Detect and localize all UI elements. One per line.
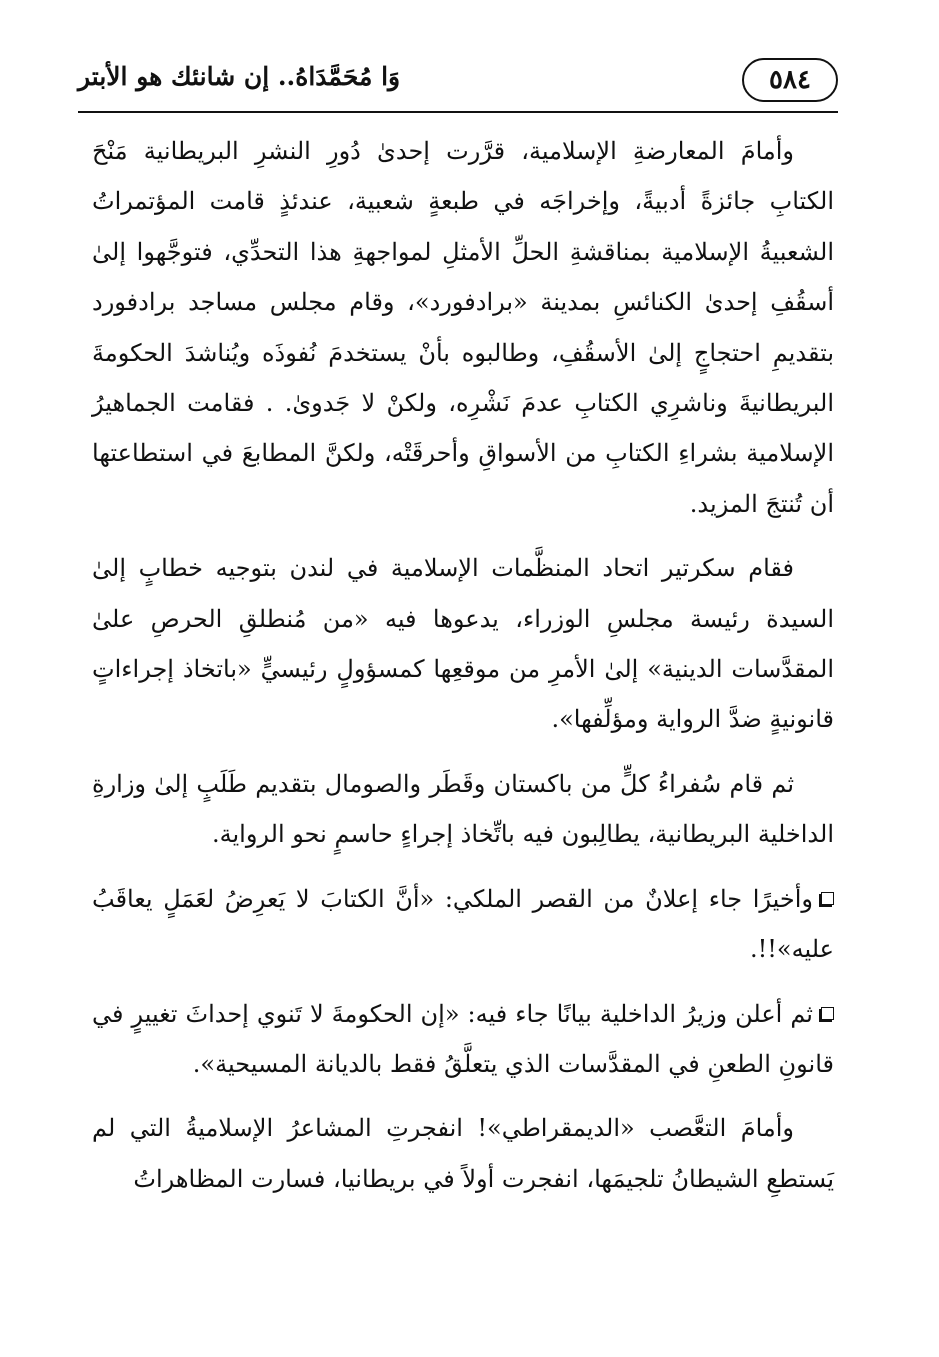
bullet-text: ثم أعلن وزيرُ الداخلية بيانًا جاء فيه: «إن الحكومةَ لا تَنوي إحداثَ تغييرٍ في قانونِ الطعنِ في المقدَّسات الذي يتعلَّقُ فقط بالديانة المسيحية». — [92, 999, 834, 1078]
page-body — [92, 126, 834, 1218]
page-header — [78, 52, 838, 112]
page-number: ٥٨٤ — [769, 65, 811, 95]
paragraph: وأمامَ التعَّصب «الديمقراطي»! انفجرتِ المشاعرُ الإسلاميةُ التي لم يَستطعِ الشيطانُ تلجيمَها، انفجرت أولاً في بريطانيا، فسارت المظاهراتُ — [92, 1114, 834, 1193]
paragraph: فقام سكرتير اتحاد المنظَّمات الإسلامية في لندن بتوجيه خطابٍ إلىٰ السيدة رئيسة مجلسِ الوزراء، يدعوها فيه «من مُنطلقِ الحرصِ علىٰ المقدَّسات الدينية» إلىٰ الأمرِ من موقعِها كمسؤولٍ رئيسيٍّ «باتخاذ إجراءاتٍ قانونيةٍ ضدَّ الرواية ومؤلِّفها». — [92, 554, 834, 734]
running-title: وَا مُحَمَّدَاهُ.. إن شانئك هو الأبتر — [78, 62, 401, 91]
paragraph: وأمامَ المعارضةِ الإسلامية، قرَّرت إحدىٰ دُورِ النشرِ البريطانية مَنْحَ الكتابِ جائزةً أدبيةً، وإخراجَه في طبعةٍ شعبية، عندئذٍ قامت المؤتمراتُ الشعبيةُ الإسلامية بمناقشةِ الحلِّ الأمثلِ لمواجهةِ هذا التحدِّي، فتوجَّهوا إلىٰ أسقُفِ إحدىٰ الكنائسِ بمدينة «برادفورد»، وقام مجلس مساجد برادفورد بتقديمِ احتجاجٍ إلىٰ الأسقُفِ، وطالبوه بأنْ يستخدمَ نُفوذَه ويُناشدَ الحكومةَ البريطانيةَ وناشرِي الكتابِ عدمَ نَشْرِه، ولكنْ لا جَدوىٰ. . فقامت الجماهيرُ الإسلامية بشراءِ الكتابِ من الأسواقِ وأحرقَتْه، ولكنَّ المطابعَ في استطاعتها أن تُنتجَ المزيد. — [92, 137, 834, 518]
checkbox-bullet-icon — [821, 1007, 834, 1020]
page-number-badge — [742, 58, 838, 102]
bullet-text: وأخيرًا جاء إعلانٌ من القصر الملكي: «أنَّ الكتابَ لا يَعرِضُ لعَمَلٍ يعاقَبُ عليه»!!. — [92, 884, 834, 964]
bullet-paragraph — [92, 874, 834, 975]
header-divider — [78, 111, 838, 113]
checkbox-bullet-icon — [821, 892, 834, 905]
paragraph: ثم قام سُفراءُ كلٍّ من باكستان وقَطَر والصومال بتقديم طَلَبٍ إلىٰ وزارةِ الداخلية البريطانية، يطالِبون فيه باتِّخاذ إجراءٍ حاسمٍ نحو الرواية. — [92, 769, 834, 849]
bullet-paragraph — [92, 989, 834, 1090]
